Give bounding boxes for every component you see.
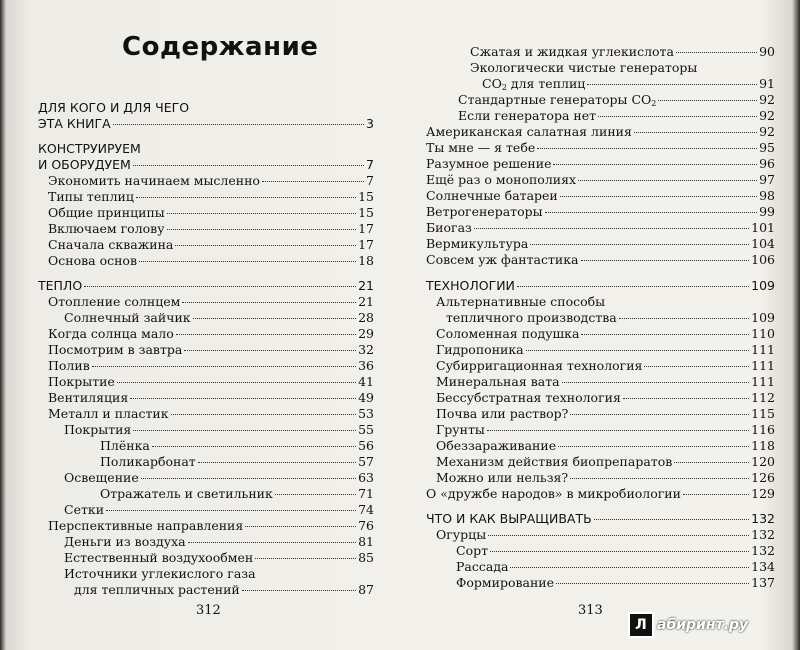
toc-entry: Общие принципы 15 bbox=[48, 205, 374, 220]
toc-entry: тепличного производства 109 bbox=[446, 310, 775, 325]
toc-entry: И ОБОРУДУЕМ 7 bbox=[38, 157, 374, 172]
toc-entry: Гидропоника 111 bbox=[436, 342, 775, 357]
toc-entry: ЧТО И КАК ВЫРАЩИВАТЬ 132 bbox=[426, 511, 775, 526]
toc-entry: Огурцы 132 bbox=[436, 527, 775, 542]
toc-entry: Металл и пластик 53 bbox=[48, 406, 374, 421]
toc-entry: О «дружбе народов» в микробиологии 129 bbox=[426, 486, 775, 501]
toc-entry: Сетки 74 bbox=[64, 502, 374, 517]
toc-entry: Бессубстратная технология 112 bbox=[436, 390, 775, 405]
toc-entry: Формирование 137 bbox=[456, 575, 775, 590]
right-page bbox=[400, 0, 800, 650]
toc-entry: ЭТА КНИГА 3 bbox=[38, 116, 374, 131]
toc-entry: Сжатая и жидкая углекислота 90 bbox=[470, 44, 775, 59]
toc-entry: ТЕХНОЛОГИИ 109 bbox=[426, 278, 775, 293]
toc-section-heading: КОНСТРУИРУЕМ bbox=[38, 141, 141, 156]
toc-entry: Когда солнца мало 29 bbox=[48, 326, 374, 341]
toc-entry: Соломенная подушка 110 bbox=[436, 326, 775, 341]
toc-entry: Субирригационная технология 111 bbox=[436, 358, 775, 373]
toc-entry: Солнечные батареи 98 bbox=[426, 188, 775, 203]
toc-entry: Экономить начинаем мысленно 7 bbox=[48, 173, 374, 188]
toc-entry: для тепличных растений 87 bbox=[74, 582, 374, 597]
page-number: 313 bbox=[578, 603, 603, 618]
page-title: Содержание bbox=[122, 32, 319, 62]
toc-entry: Совсем уж фантастика 106 bbox=[426, 252, 775, 267]
toc-entry: Покрытие 41 bbox=[48, 374, 374, 389]
toc-entry: Сначала скважина 17 bbox=[48, 237, 374, 252]
toc-entry: Альтернативные способы bbox=[436, 294, 606, 309]
toc-entry: Полив 36 bbox=[48, 358, 374, 373]
watermark-logo bbox=[628, 612, 748, 638]
toc-entry: Механизм действия биопрепаратов 120 bbox=[436, 454, 775, 469]
toc-entry: Биогаз 101 bbox=[426, 220, 775, 235]
toc-entry: Ещё раз о монополиях 97 bbox=[426, 172, 775, 187]
toc-entry: Ты мне — я тебе 95 bbox=[426, 140, 775, 155]
toc-entry: Можно или нельзя? 126 bbox=[436, 470, 775, 485]
toc-entry: Вермикультура 104 bbox=[426, 236, 775, 251]
toc-entry: Плёнка 56 bbox=[100, 438, 374, 453]
toc-entry: Почва или раствор? 115 bbox=[436, 406, 775, 421]
toc-entry: Перспективные направления 76 bbox=[48, 518, 374, 533]
labirint-logo-icon: Л bbox=[628, 612, 654, 638]
toc-entry: Отражатель и светильник 71 bbox=[100, 486, 374, 501]
page-number: 312 bbox=[196, 603, 221, 618]
toc-entry: Минеральная вата 111 bbox=[436, 374, 775, 389]
toc-entry: Посмотрим в завтра 32 bbox=[48, 342, 374, 357]
toc-entry: Типы теплиц 15 bbox=[48, 189, 374, 204]
toc-entry: Вентиляция 49 bbox=[48, 390, 374, 405]
toc-entry: Деньги из воздуха 81 bbox=[64, 534, 374, 549]
toc-entry: Стандартные генераторы $CO_2$ 92 bbox=[458, 92, 775, 108]
toc-entry: Разумное решение 96 bbox=[426, 156, 775, 171]
toc-entry: Источники углекислого газа bbox=[64, 566, 256, 581]
toc-section-heading: ДЛЯ КОГО И ДЛЯ ЧЕГО bbox=[38, 100, 190, 115]
toc-entry: ТЕПЛО 21 bbox=[38, 278, 374, 293]
toc-entry: Экологически чистые генераторы bbox=[470, 60, 698, 75]
toc-entry: Основа основ 18 bbox=[48, 253, 374, 268]
toc-entry: Грунты 116 bbox=[436, 422, 775, 437]
toc-entry: Покрытия 55 bbox=[64, 422, 374, 437]
toc-entry: Сорт 132 bbox=[456, 543, 775, 558]
toc-entry: $CO_2$ для теплиц 91 bbox=[482, 76, 775, 92]
toc-entry: Отопление солнцем 21 bbox=[48, 294, 374, 309]
toc-entry: Если генератора нет 92 bbox=[458, 108, 775, 123]
toc-entry: Солнечный зайчик 28 bbox=[64, 310, 374, 325]
toc-entry: Рассада 134 bbox=[456, 559, 775, 574]
toc-entry: Американская салатная линия 92 bbox=[426, 124, 775, 139]
toc-entry: Поликарбонат 57 bbox=[100, 454, 374, 469]
toc-entry: Включаем голову 17 bbox=[48, 221, 374, 236]
toc-entry: Ветрогенераторы 99 bbox=[426, 204, 775, 219]
watermark-text: абиринт.ру bbox=[657, 617, 749, 633]
toc-entry: Естественный воздухообмен 85 bbox=[64, 550, 374, 565]
toc-entry: Освещение 63 bbox=[64, 470, 374, 485]
toc-entry: Обеззараживание 118 bbox=[436, 438, 775, 453]
